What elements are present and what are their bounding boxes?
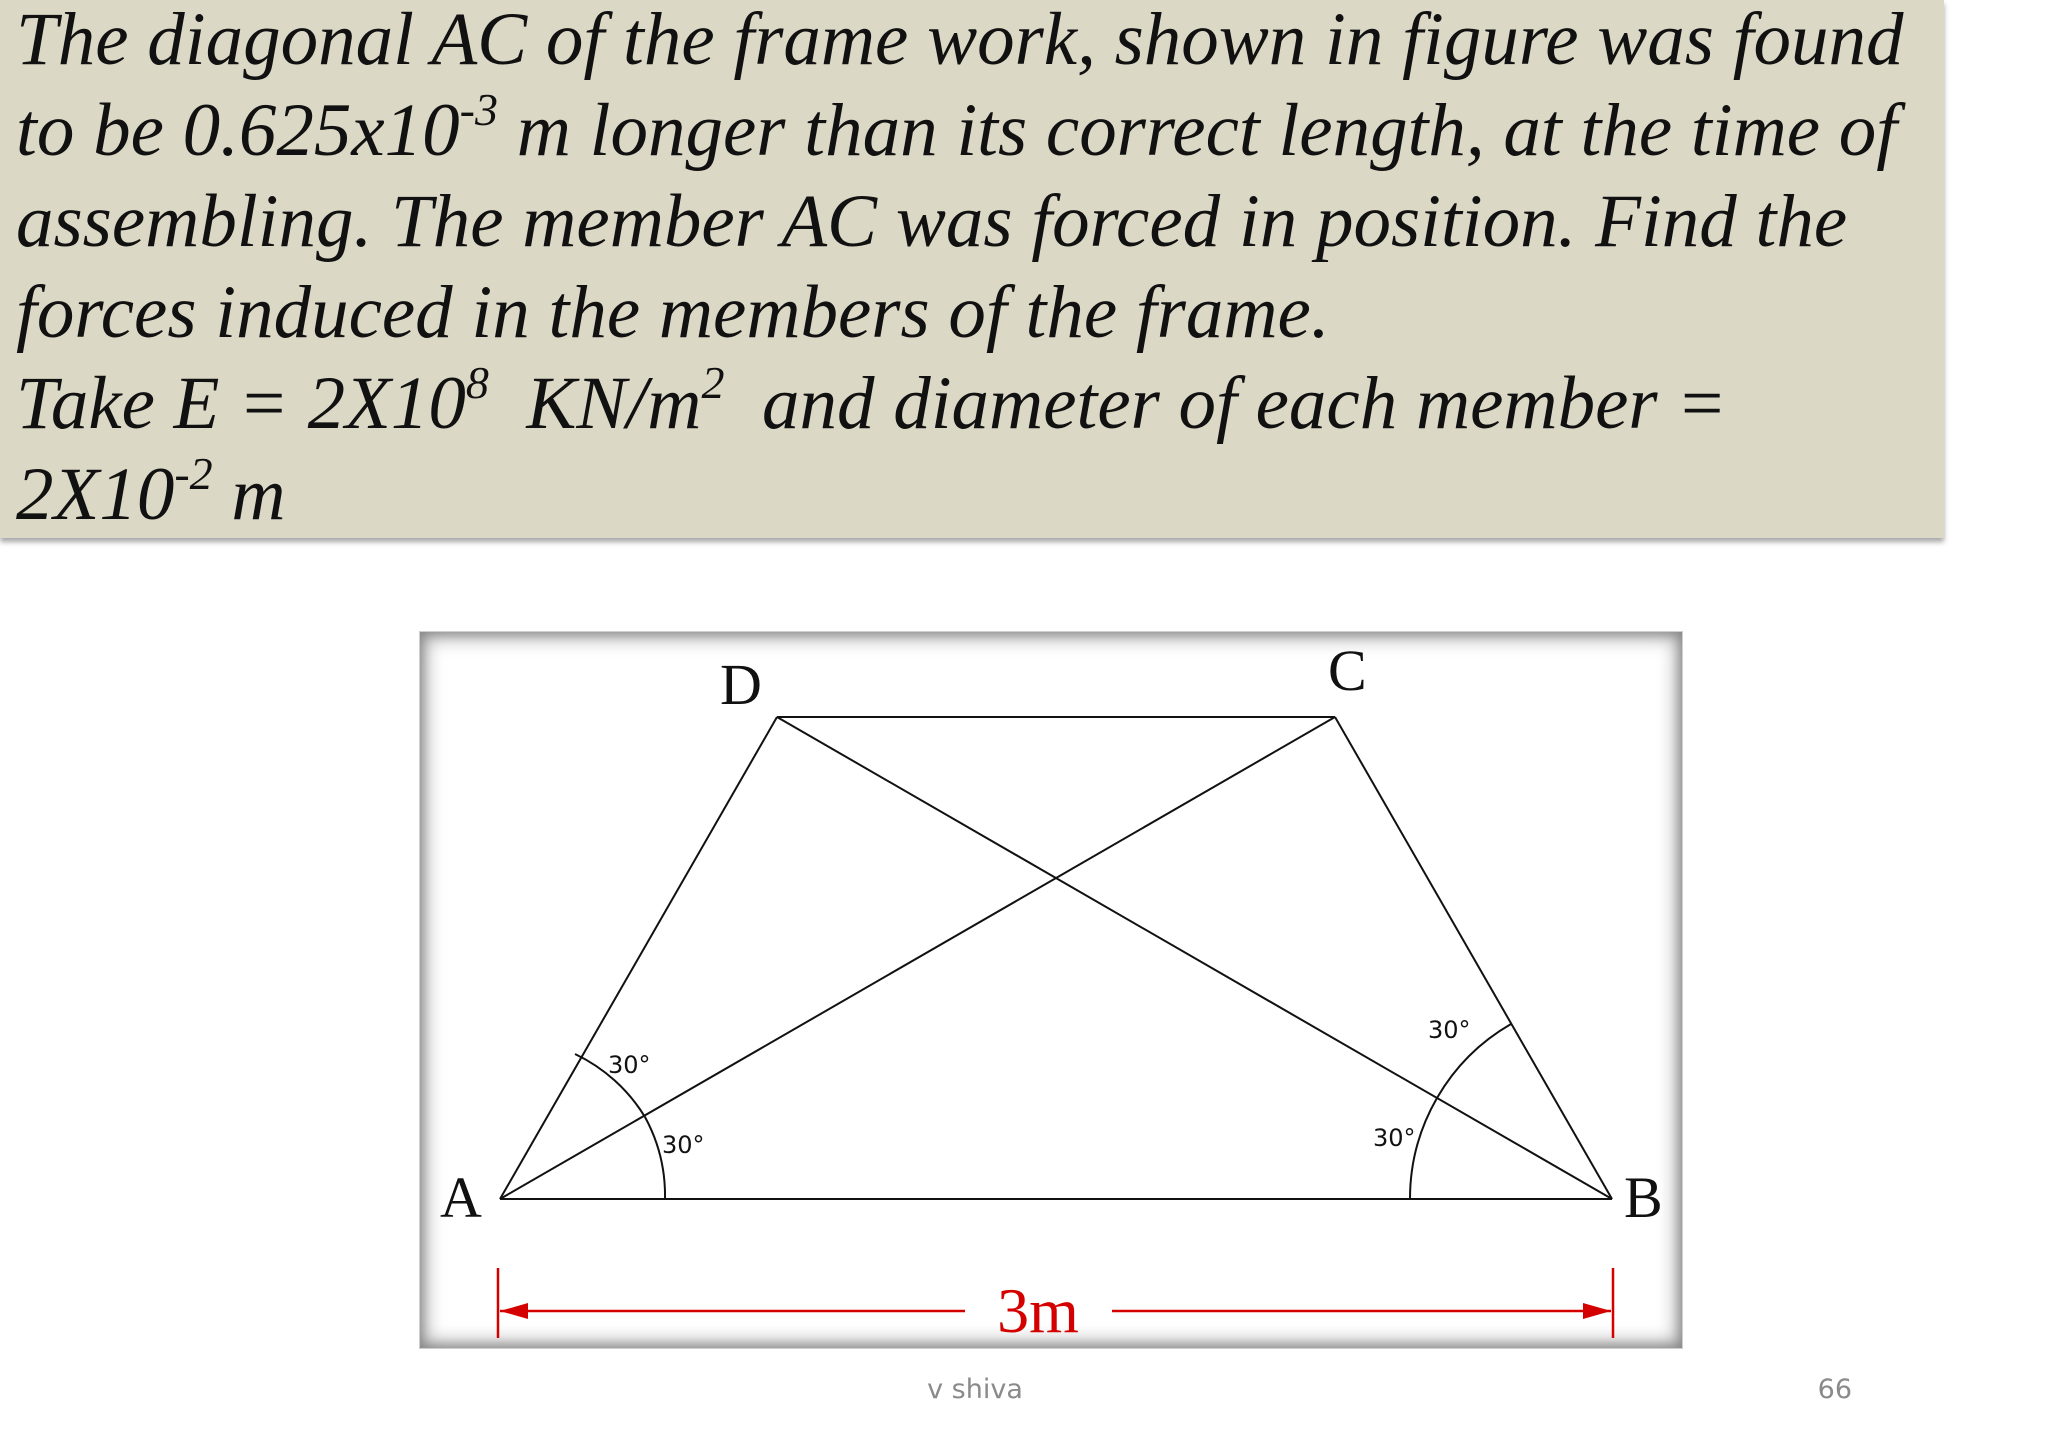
vertex-label-b: B (1624, 1165, 1663, 1230)
dimension-arrow-left (500, 1303, 528, 1319)
problem-line-1: The diagonal AC of the frame work, shown in figure was found (16, 0, 1904, 81)
diameter-unit: m (212, 453, 286, 536)
angle-label-a-lower: 30° (662, 1131, 705, 1159)
diameter-text: and diameter of each member = (724, 362, 1727, 445)
truss-diagram (420, 632, 1682, 1348)
problem-line-5 (16, 358, 1936, 449)
vertex-label-c: C (1328, 638, 1367, 703)
angle-label-a-upper: 30° (608, 1051, 651, 1079)
page-number: 66 (1817, 1374, 1852, 1405)
problem-statement (16, 0, 1936, 540)
problem-statement-box (0, 0, 1944, 538)
exponent-modulus: 8 (465, 357, 489, 408)
span-label: 3m (997, 1275, 1079, 1346)
member-ad (500, 717, 777, 1199)
problem-line-2-rest: m longer than its correct length, at the time of (498, 89, 1898, 172)
angle-label-b-lower: 30° (1373, 1124, 1416, 1152)
problem-line-2-text: to be 0.625x10 (16, 89, 460, 172)
vertex-label-a: A (440, 1165, 482, 1230)
footer-author: v shiva (927, 1374, 1023, 1405)
angle-label-b-upper: 30° (1428, 1016, 1471, 1044)
dimension-arrow-right (1583, 1303, 1611, 1319)
exponent-strain: -3 (459, 84, 498, 135)
problem-line-3: assembling. The member AC was forced in position. Find the (16, 180, 1848, 263)
modulus-text: Take E = 2X10 (16, 362, 466, 445)
exponent-unit: 2 (701, 357, 725, 408)
exponent-diameter: -2 (174, 448, 213, 499)
vertex-label-d: D (720, 652, 762, 717)
problem-line-2 (16, 85, 1936, 176)
truss-figure (420, 632, 1682, 1348)
member-db (777, 717, 1612, 1199)
modulus-unit: KN/m (488, 362, 702, 445)
problem-line-4: forces induced in the members of the frame. (16, 271, 1330, 354)
problem-line-6 (16, 449, 1936, 540)
diameter-value: 2X10 (16, 453, 175, 536)
member-ac (500, 717, 1335, 1199)
